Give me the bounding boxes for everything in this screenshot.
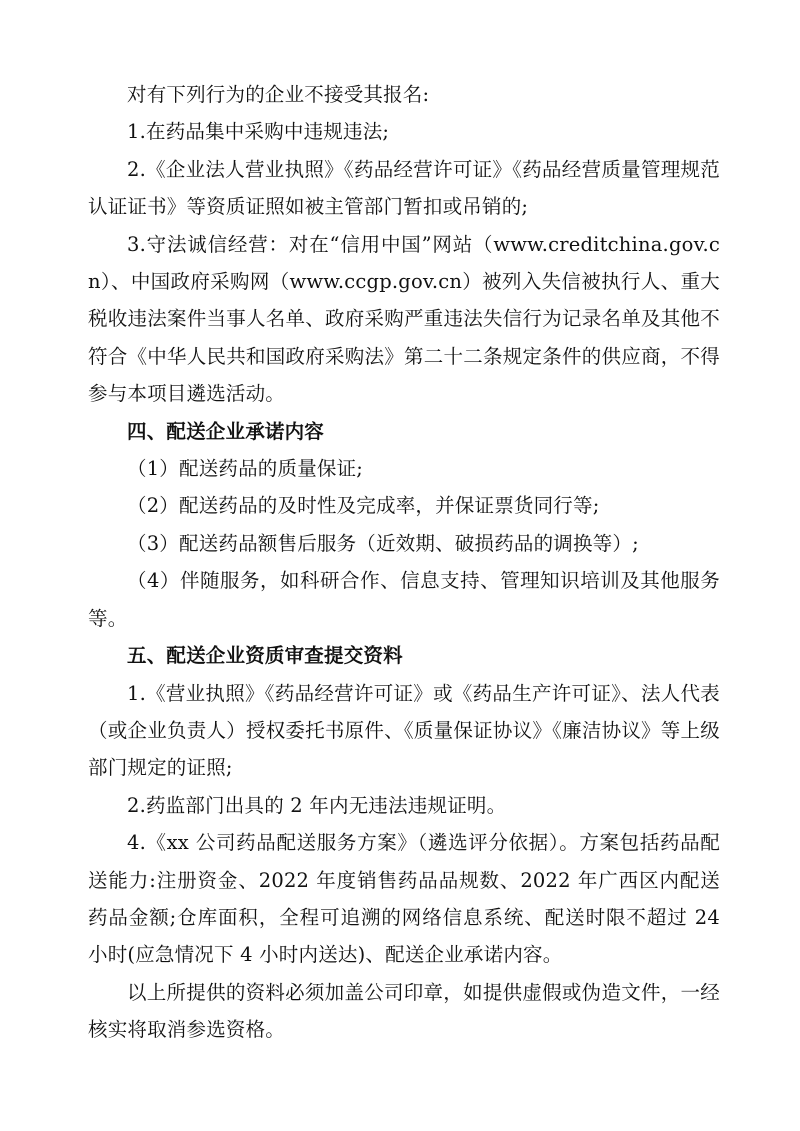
document-page — [88, 76, 720, 1049]
section-heading-commitments: 四、配送企业承诺内容 — [127, 419, 325, 443]
paragraph-commit-4: （4）伴随服务，如科研合作、信息支持、管理知识培训及其他服务等。 — [88, 569, 720, 630]
paragraph-doc-2: 2.药监部门出具的 2 年内无违法违规证明。 — [127, 793, 507, 817]
paragraph-doc-4: 4.《xx 公司药品配送服务方案》（遴选评分依据）。方案包括药品配送能力:注册资金、2022 年度销售药品品规数、2022 年广西区内配送药品金额;仓库面积，全程可追溯的网络信息系统、配送时限不超过 24 小时(应急情况下 4 小时内送达)、配送企业承诺内容。 — [88, 831, 720, 967]
paragraph-rule-1: 1.在药品集中采购中违规违法; — [127, 120, 390, 144]
paragraph-closing: 以上所提供的资料必须加盖公司印章，如提供虚假或伪造文件，一经核实将取消参选资格。 — [88, 980, 720, 1042]
paragraph-commit-2: （2）配送药品的及时性及完成率，并保证票货同行等; — [127, 494, 600, 518]
section-heading-qualification-materials: 五、配送企业资质审查提交资料 — [127, 644, 403, 668]
paragraph-intro: 对有下列行为的企业不接受其报名: — [127, 83, 430, 106]
paragraph-commit-3: （3）配送药品额售后服务（近效期、破损药品的调换等）; — [127, 531, 639, 555]
paragraph-rule-3: 3.守法诚信经营：对在“信用中国”网站（www.creditchina.gov.cn）、中国政府采购网（www.ccgp.gov.cn）被列入失信被执行人、重大税收违法案件当事人名单、政府采购严重违法失信行为记录名单及其他不符合《中华人民共和国政府采购法》第二十二条规定条件的供应商，不得参与本项目遴选活动。 — [88, 232, 720, 406]
paragraph-doc-1: 1.《营业执照》《药品经营许可证》或《药品生产许可证》、法人代表（或企业负责人）授权委托书原件、《质量保证协议》《廉洁协议》等上级部门规定的证照; — [88, 681, 720, 780]
paragraph-rule-2: 2.《企业法人营业执照》《药品经营许可证》《药品经营质量管理规范认证证书》等资质证照如被主管部门暂扣或吊销的; — [88, 157, 720, 219]
paragraph-commit-1: （1）配送药品的质量保证; — [127, 457, 364, 481]
